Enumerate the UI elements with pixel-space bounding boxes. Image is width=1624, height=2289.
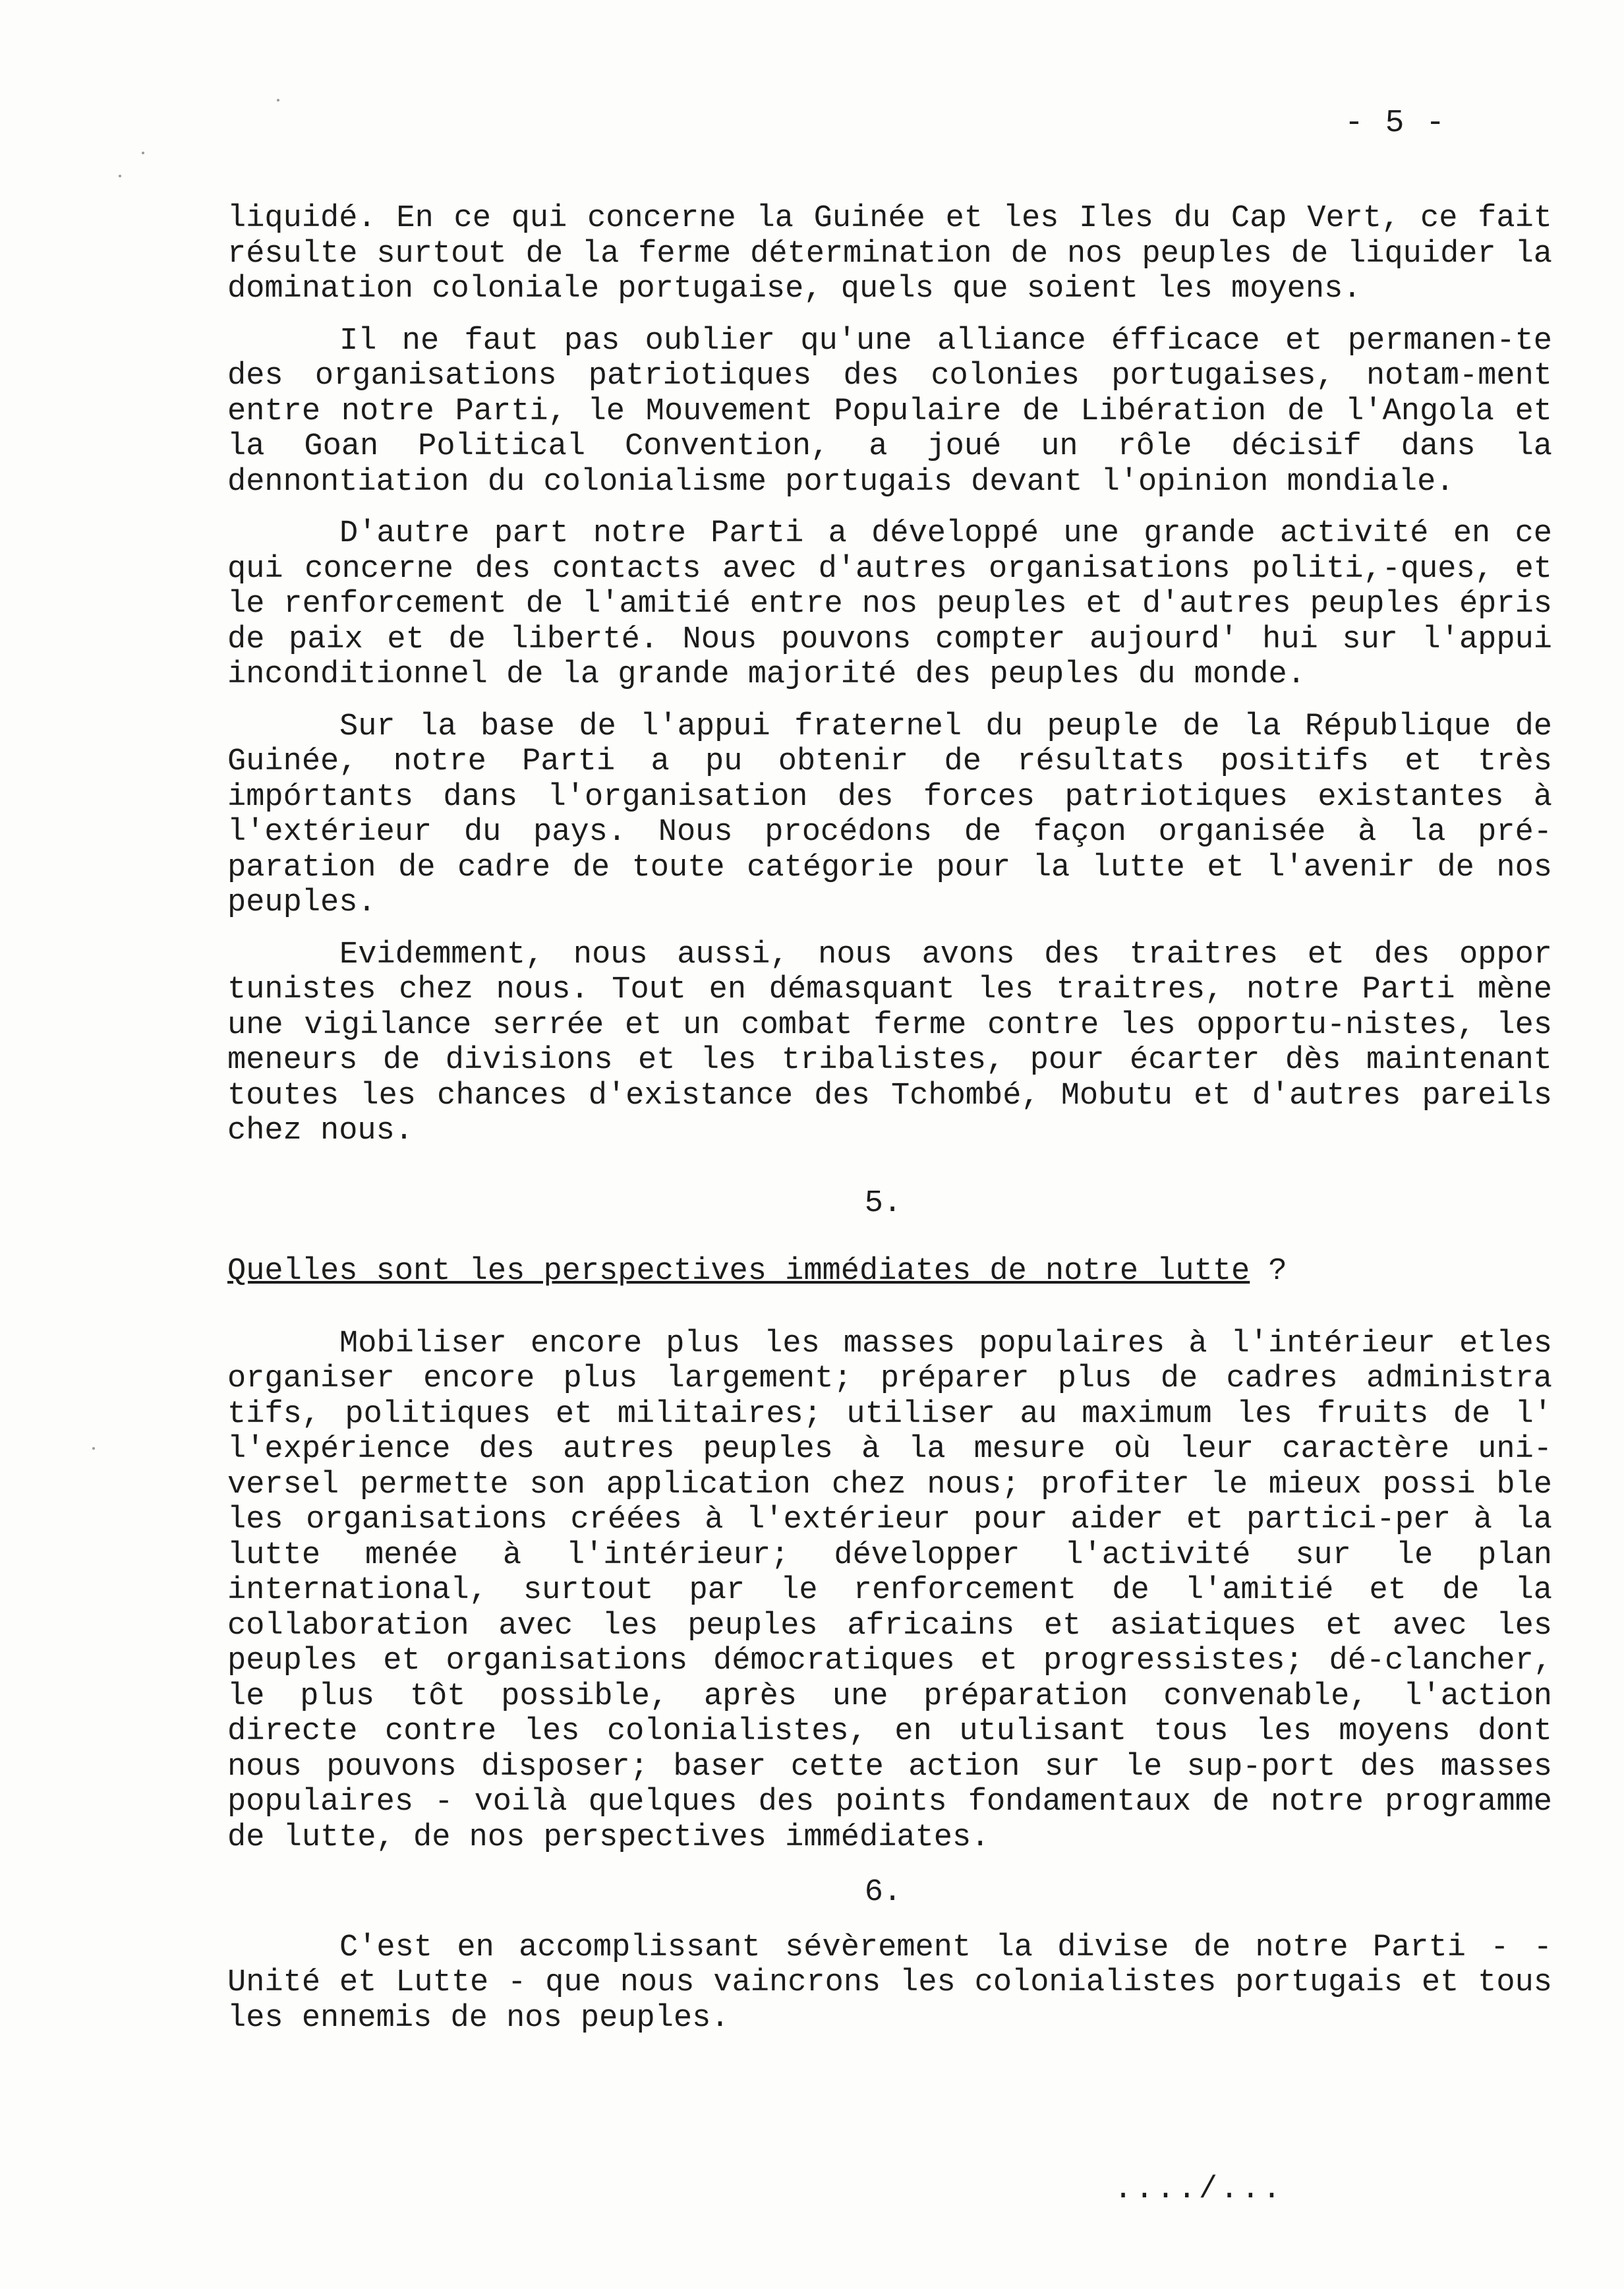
paragraph-liquidation: liquidé. En ce qui concerne la Guinée et les Iles du Cap Vert, ce fait résulte surtout de la ferme détermination de nos peuples de liquider la domination coloniale portugaise, quels que soient les moyens.: [227, 201, 1552, 307]
paragraph-conclusion: C'est en accomplissant sévèrement la divise de notre Parti - - Unité et Lutte - que nous vaincrons les colonialistes portugais et tous les ennemis de nos peuples.: [227, 1930, 1552, 2036]
paragraph-alliance: Il ne faut pas oublier qu'une alliance éfficace et permanen-te des organisations patriotiques des colonies portugaises, notam-ment entre notre Parti, le Mouvement Populaire de Libération de l'Angola et la Goan Political Convention, a joué un rôle décisif dans la dennontiation du colonialisme portugais devant l'opinion mondiale.: [227, 323, 1552, 500]
section-heading-question-mark: ?: [1250, 1254, 1287, 1289]
paper-speck: [119, 175, 121, 177]
paragraph-traitors: Evidemment, nous aussi, nous avons des traitres et des oppor tunistes chez nous. Tout en démasquant les traitres, notre Parti mène une vigilance serrée et un combat ferme contre les opportu-nistes, les meneurs de divisions et les tribalistes, pour écarter dès maintenant toutes les chances d'existance des Tchombé, Mobutu et d'autres pareils chez nous.: [227, 937, 1552, 1148]
section-heading-row: [227, 1254, 1552, 1290]
section-number-5: 5.: [864, 1185, 902, 1221]
continuation-mark: ..../...: [1114, 2172, 1284, 2207]
paper-speck: [277, 99, 279, 102]
paper-speck: [142, 152, 144, 154]
page-number: - 5 -: [1345, 105, 1447, 141]
paragraph-contacts: D'autre part notre Parti a développé une grande activité en ce qui concerne des contacts avec d'autres organisations politi,-ques, et le renforcement de l'amitié entre nos peuples et d'autres peuples épris de paix et de liberté. Nous pouvons compter aujourd' hui sur l'appui inconditionnel de la grande majorité des peuples du monde.: [227, 516, 1552, 692]
paper-speck: [92, 1447, 95, 1450]
paragraph-guinea-support: Sur la base de l'appui fraternel du peuple de la République de Guinée, notre Parti a pu obtenir de résultats positifs et très impórtants dans l'organisation des forces patriotiques existantes à l'extérieur du pays. Nous procédons de façon organisée à la pré-paration de cadre de toute catégorie pour la lutte et l'avenir de nos peuples.: [227, 709, 1552, 920]
section-heading: Quelles sont les perspectives immédiates de notre lutte: [227, 1254, 1250, 1289]
document-body: [227, 201, 1552, 2052]
paragraph-perspectives: Mobiliser encore plus les masses populaires à l'intérieur etles organiser encore plus largement; préparer plus de cadres administra tifs, politiques et militaires; utiliser au maximum les fruits de l' l'expérience des autres peuples à la mesure où leur caractère uni-versel permette son application chez nous; profiter le mieux possi ble les organisations créées à l'extérieur pour aider et partici-per à la lutte menée à l'intérieur; développer l'activité sur le plan international, surtout par le renforcement de l'amitié et de la collaboration avec les peuples africains et asiatiques et avec les peuples et organisations démocratiques et progressistes; dé-clancher, le plus tôt possible, après une préparation convenable, l'action directe contre les colonialistes, en utulisant tous les moyens dont nous pouvons disposer; baser cette action sur le sup-port des masses populaires - voilà quelques des points fondamentaux de notre programme de lutte, de nos perspectives immédiates.: [227, 1326, 1552, 1855]
section-number-6: 6.: [864, 1875, 902, 1910]
